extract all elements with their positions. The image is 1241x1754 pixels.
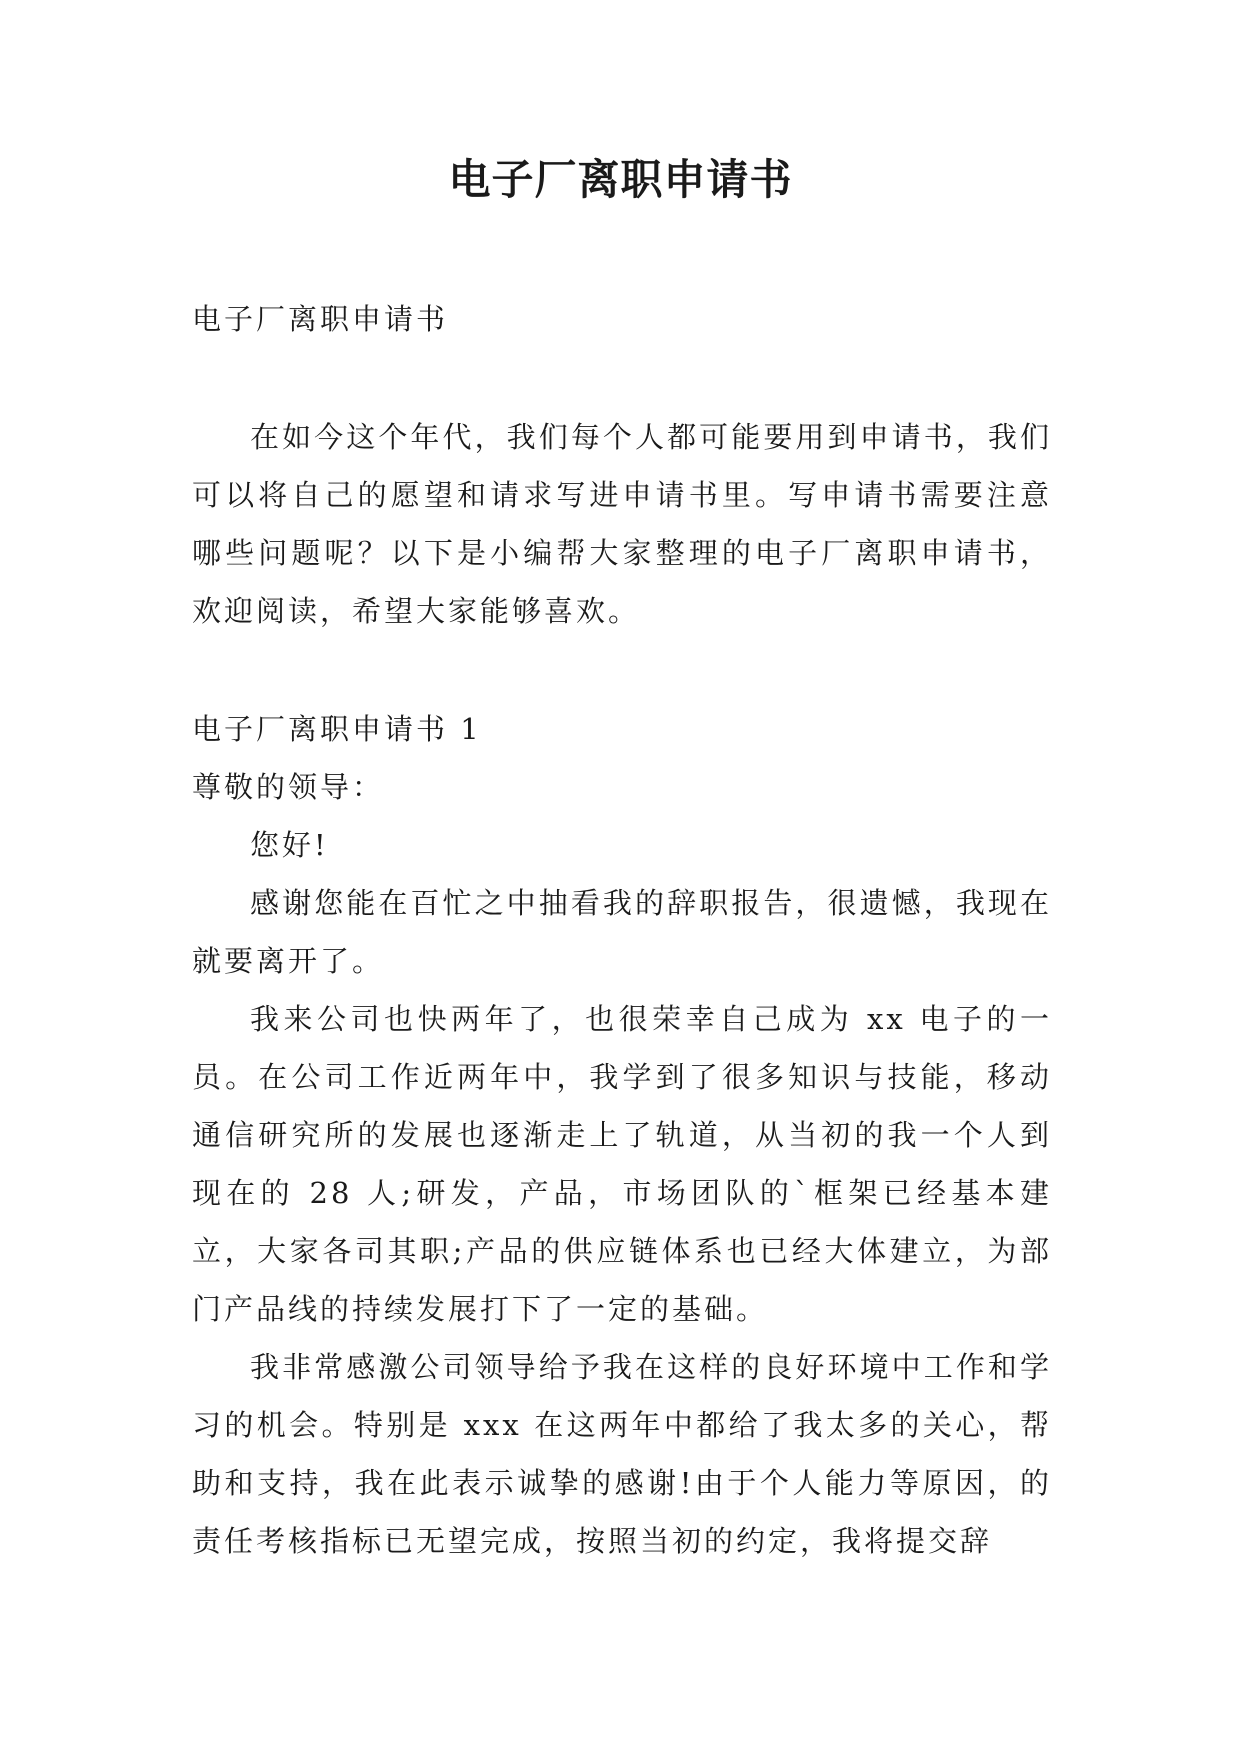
body-paragraph: 我非常感激公司领导给予我在这样的良好环境中工作和学习的机会。特别是 xxx 在这两年中都给了我太多的关心，帮助和支持，我在此表示诚挚的感谢!由于个人能力等原因，的责任考核指标已无望完成，按照当初的约定，我将提交辞	[192, 1350, 1052, 1558]
salutation: 尊敬的领导：	[192, 770, 385, 804]
intro-paragraph: 在如今这个年代，我们每个人都可能要用到申请书，我们可以将自己的愿望和请求写进申请书里。写申请书需要注意哪些问题呢？以下是小编帮大家整理的电子厂离职申请书，欢迎阅读，希望大家能够喜欢。	[192, 420, 1052, 628]
section-heading: 电子厂离职申请书 1	[192, 712, 482, 746]
body-paragraph: 我来公司也快两年了，也很荣幸自己成为 xx 电子的一员。在公司工作近两年中，我学到了很多知识与技能，移动通信研究所的发展也逐渐走上了轨道，从当初的我一个人到现在的 28 人;研发，产品，市场团队的`框架已经基本建立，大家各司其职;产品的供应链体系也已经大体建立，为部门产品线的持续发展打下了一定的基础。	[192, 1002, 1052, 1326]
greeting: 您好!	[250, 828, 329, 862]
page-title: 电子厂离职申请书	[448, 155, 793, 204]
document-subtitle: 电子厂离职申请书	[192, 302, 449, 336]
document-body	[192, 290, 1052, 1570]
body-paragraph: 感谢您能在百忙之中抽看我的辞职报告，很遗憾，我现在就要离开了。	[192, 886, 1052, 978]
